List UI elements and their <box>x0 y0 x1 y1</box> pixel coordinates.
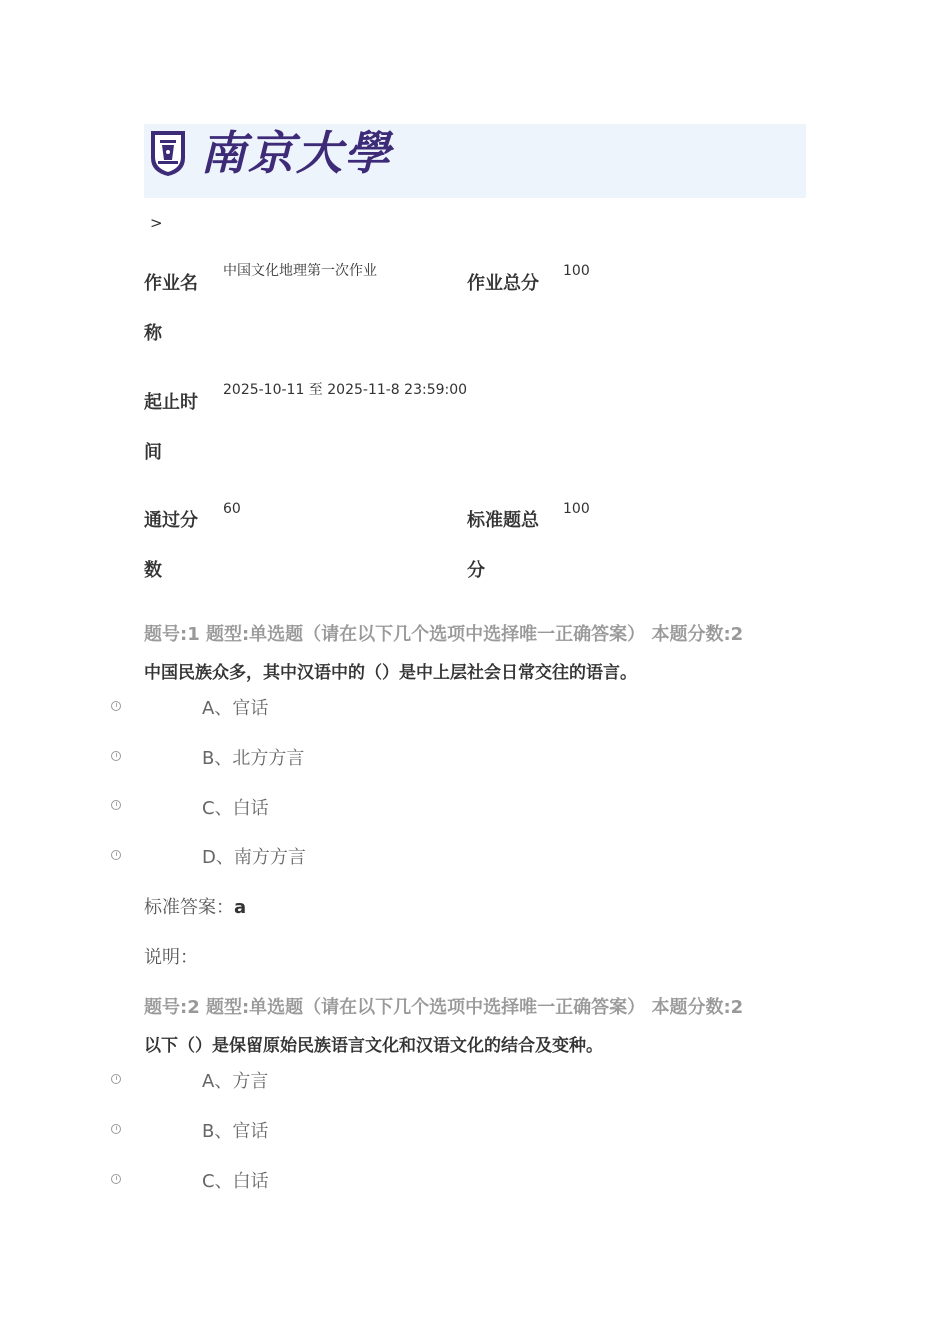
school-crest-icon <box>148 128 188 178</box>
standard-answer-value: a <box>234 897 247 918</box>
assignment-name-label: 作业名 <box>144 273 198 294</box>
question-header: 题号:1 题型:单选题（请在以下几个选项中选择唯一正确答案） 本题分数:2 <box>144 624 744 645</box>
time-range-label: 起止时 <box>144 392 198 413</box>
option-label[interactable]: C、白话 <box>202 798 269 819</box>
pass-score-label-cont: 数 <box>144 560 162 581</box>
option-label[interactable]: C、白话 <box>202 1171 269 1192</box>
university-logo-text: 南京大學 <box>200 126 392 180</box>
time-range-value: 2025-10-11 至 2025-11-8 23:59:00 <box>223 382 468 398</box>
radio-option-a[interactable] <box>111 701 121 711</box>
question-text: 以下（）是保留原始民族语言文化和汉语文化的结合及变种。 <box>144 1036 603 1056</box>
standard-total-label-cont: 分 <box>467 560 485 581</box>
option-label[interactable]: A、官话 <box>202 698 269 719</box>
pass-score-value: 60 <box>223 501 241 517</box>
question-text: 中国民族众多，其中汉语中的（）是中上层社会日常交往的语言。 <box>144 663 637 683</box>
option-label[interactable]: B、官话 <box>202 1121 269 1142</box>
total-score-value: 100 <box>563 263 590 279</box>
question-header: 题号:2 题型:单选题（请在以下几个选项中选择唯一正确答案） 本题分数:2 <box>144 997 744 1018</box>
time-range-label-cont: 间 <box>144 442 162 463</box>
radio-option-b[interactable] <box>111 1124 121 1134</box>
radio-option-c[interactable] <box>111 800 121 810</box>
explanation-label: 说明： <box>144 947 198 968</box>
breadcrumb[interactable]: > <box>150 214 163 232</box>
radio-option-a[interactable] <box>111 1074 121 1084</box>
standard-answer-label: 标准答案： <box>144 897 234 918</box>
pass-score-label: 通过分 <box>144 510 198 531</box>
assignment-name-label-cont: 称 <box>144 323 162 344</box>
assignment-name-value: 中国文化地理第一次作业 <box>223 263 377 279</box>
standard-answer <box>144 893 246 919</box>
radio-option-c[interactable] <box>111 1174 121 1184</box>
standard-total-label: 标准题总 <box>467 510 539 531</box>
option-label[interactable]: A、方言 <box>202 1071 269 1092</box>
radio-option-d[interactable] <box>111 850 121 860</box>
total-score-label: 作业总分 <box>467 273 539 294</box>
option-label[interactable]: B、北方方言 <box>202 748 305 769</box>
radio-option-b[interactable] <box>111 751 121 761</box>
option-label[interactable]: D、南方方言 <box>202 847 306 868</box>
standard-total-value: 100 <box>563 501 590 517</box>
